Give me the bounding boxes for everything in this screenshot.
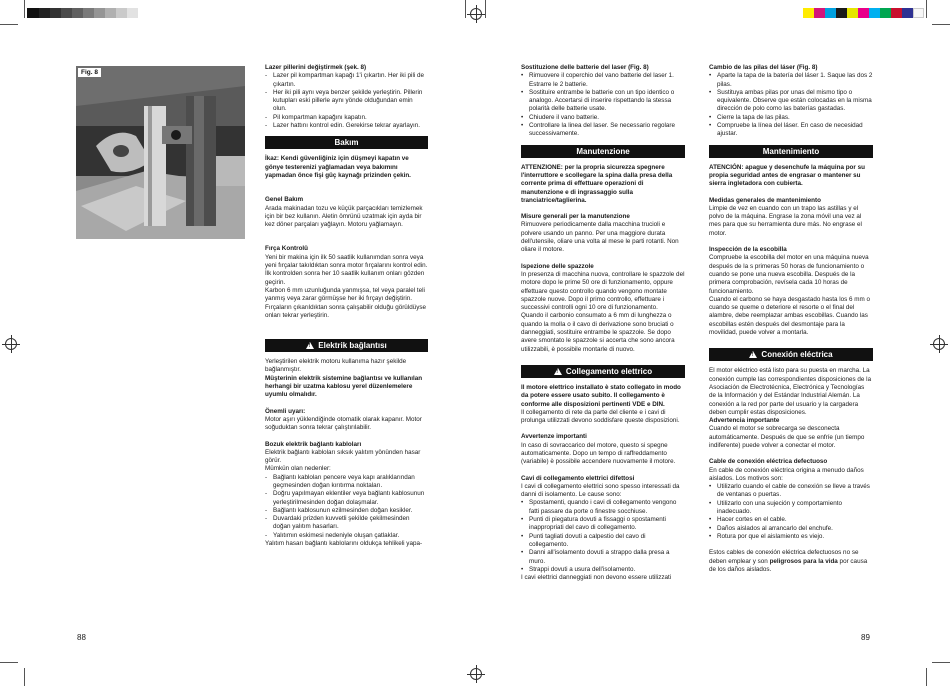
list-item: • Utilizarlo cuando el cable de conexión se lleve a través de ventanas o puertas. xyxy=(709,483,873,500)
crop-mark xyxy=(465,0,466,18)
general-text: Arada makinadan tozu ve küçük parçacıkları temizlemek için bir bez kullanın. Aletin ömrünü uzatmak için ayda bir kez döner parçaları yağlayın. Motoru yağlamayın. xyxy=(265,204,423,229)
laser-title: Lazer pillerini değiştirmek (şek. 8) xyxy=(265,64,367,71)
crop-mark xyxy=(932,24,950,25)
general-text: Limpie de vez en cuando con un trapo las astillas y el polvo de la máquina. Engrase la zona móvil una vez al mes para que su herramienta dure más. No engrase el motor. xyxy=(709,204,862,237)
cable-text: En cable de conexión eléctrica origina a menudo daños aislados. Los motivos son: xyxy=(709,466,864,482)
section-bar-electrical: !Elektrik bağlantısı xyxy=(265,339,428,352)
brush-text: Compruebe la escobilla del motor en una máquina nueva después de la s primeras 50 horas de funcionamiento o cuando se pone una nueva escobilla. Después de la primera comprobación, revísela cada 10 horas de funcionamiento. xyxy=(709,254,869,295)
list-item: • Danni all'isolamento dovuti a strappo dalla presa a muro. xyxy=(521,549,685,566)
section-bar-electrical: !Conexión eléctrica xyxy=(709,348,873,361)
list-item: - Bağlantı kablosunun ezilmesinden doğan kesikler. xyxy=(265,507,428,515)
list-item: • Sostituire entrambe le batterie con un tipo identico o analogo. Accertarsi di inserire rispettando la stessa polarità delle batterie usate. xyxy=(521,89,685,114)
cable-text-2: Mümkün olan nedenler: xyxy=(265,465,331,473)
note-title: Önemli uyarı: xyxy=(265,407,306,415)
list-item: • Punti di piegatura dovuti a fissaggi o spostamenti inappropriati del cavo di collegamento. xyxy=(521,516,685,533)
brush-text-2: Cuando el carbono se haya desgastado hasta los 6 mm o cuando se queme o deteriore el resorte o el final del alambre, debe reemplazar ambas escobillas. Cuando las escobillas estén después del desmontaje para la movilidad, puede volver a montarla. xyxy=(709,295,871,337)
general-title: Medidas generales de mantenimiento xyxy=(709,196,821,204)
crop-mark xyxy=(24,0,25,18)
elec-bold: Müşterinin elektrik sistemine bağlantısı ve kullanılan herhangi bir uzatma kablosu yerel düzenlemelere uyumlu olmalıdır. xyxy=(265,374,423,399)
color-swatch-strip xyxy=(803,8,925,18)
crop-mark xyxy=(926,668,927,686)
cable-tail: I cavi elettrici danneggiati non devono essere utilizzati xyxy=(521,574,672,582)
crop-mark xyxy=(926,0,927,18)
laser-title: Sostituzione delle batterie del laser (Fig. 8) xyxy=(521,64,649,71)
figure-8 xyxy=(76,66,245,239)
list-item: - Duvardaki prizden kuvvetli şekilde çekilmesinden doğan yalıtım hasarları. xyxy=(265,515,428,532)
page-number-right: 89 xyxy=(861,633,870,642)
column-spanish xyxy=(709,64,873,574)
laser-title: Cambio de las pilas del láser (Fig. 8) xyxy=(709,64,818,71)
note-text: Cuando el motor se sobrecarga se desconecta automáticamente. Después de que se enfríe (un tiempo indiferente) puede volver a conectar el motor. xyxy=(709,425,865,449)
list-item: • Controllare la linea del laser. Se necessario regolare successivamente. xyxy=(521,122,685,139)
page-number-left: 88 xyxy=(77,633,86,642)
section-bar-maintenance: Bakım xyxy=(265,136,428,149)
list-item: • Cierre la tapa de las pilas. xyxy=(709,114,873,122)
cable-list xyxy=(265,474,428,540)
warning-icon xyxy=(554,368,562,375)
general-text: Rimuovere periodicamente dalla macchina trucioli e polvere usando un panno. Per una maggiore durata dell'utensile, oliare una volta al mese le parti rotanti. Non oliare il motore. xyxy=(521,221,679,254)
general-title: Genel Bakım xyxy=(265,196,304,204)
list-item: - Bağlantı kabloları pencere veya kapı aralıklarından geçmesinden doğan kırıtırma noktaları. xyxy=(265,474,428,491)
list-item: • Utilizarlo con una sujeción y comportamiento inadecuado. xyxy=(709,500,873,517)
brush-title: Inspección de la escobilla xyxy=(709,246,787,254)
brush-title: Ispezione delle spazzole xyxy=(521,262,594,270)
cable-tail: Estos cables de conexión eléctrica defectuosos no se deben emplear y son peligrosos para la vida por causa de los daños aislados. xyxy=(709,549,868,573)
elec-text: El motor eléctrico está listo para su puesta en marcha. La conexión cumple las correspondientes disposiciones de la Asociación de Electrotécnica, Electrónica y Tecnologías de la Información y del Estándar Industrial Alemán. La conexión a la red por parte del usuario y la cargadera deben cumplir estas disposiciones. xyxy=(709,367,872,416)
elec-text: Yerleştirilen elektrik motoru kullanıma hazır şekilde bağlanmıştır. xyxy=(265,358,407,374)
registration-mark-bottom xyxy=(470,668,482,680)
cable-tail: Yalıtım hasarı bağlantı kablolarını oldukça tehlikeli yapa- xyxy=(265,540,423,548)
cable-title: Cavi di collegamento elettrici difettosi xyxy=(521,474,635,482)
column-italian xyxy=(521,64,685,582)
registration-mark-top xyxy=(470,8,482,20)
cable-text: Elektrik bağlantı kabloları sıksık yalıtım yönünden hasar görür. xyxy=(265,448,421,465)
crop-mark xyxy=(24,668,25,686)
section-bar-maintenance: Manutenzione xyxy=(521,145,685,158)
section-bar-electrical: !Collegamento elettrico xyxy=(521,365,685,378)
warning-text: ATENCIÓN: apague y desenchufe la máquina por su propia seguridad antes de engrasar o mantener su sierra ingletadora con cubierta. xyxy=(709,163,865,188)
elec-bold: Il motore elettrico installato è stato collegato in modo da potere essere usato subito. Il collegamento è conforme alle disposizioni pertinenti VDE e DIN. xyxy=(521,383,681,408)
brush-text-2: Karbon 6 mm uzunluğunda yanmışsa, tel veya paralel teli yanmış veya zarar görmüşse her iki fırçayı değiştirin. Fırçaların çıkarıldıktan sonra çalışabilir olduğu görüldüyse onları tekrar yerleştirin. xyxy=(265,286,426,319)
warning-text: ATTENZIONE: per la propria sicurezza spegnere l'interruttore e scollegare la spina dalla presa della corrente prima di effettuare operazioni di manutenzione e di ingrassaggio sulla tranciatrice/taglierina. xyxy=(521,163,673,204)
list-item: - Doğru yapılmayan eklentiler veya bağlantı kablosunun yerleştirilmesinden doğan dolaşmalar. xyxy=(265,490,428,507)
figure-label: Fig. 8 xyxy=(78,68,101,77)
list-item: - Lazer pil kompartman kapağı 1'i çıkartın. Her iki pili de çıkartın. xyxy=(265,72,428,89)
elec-text: Il collegamento di rete da parte del cliente e i cavi di prolunga utilizzati devono soddisfare queste disposizioni. xyxy=(521,408,680,425)
warning-icon xyxy=(749,351,757,358)
note-title: Avvertenze importanti xyxy=(521,433,587,441)
list-item: • Spostamenti, quando i cavi di collegamento vengono fatti passare da porte o finestre socchiuse. xyxy=(521,499,685,516)
list-item: - Pil kompartman kapağını kapatın. xyxy=(265,114,428,122)
section-bar-maintenance: Mantenimiento xyxy=(709,145,873,158)
list-item: - Her iki pili aynı veya benzer şekilde yerleştirin. Pillerin kutupları eski pillerle aynı yönde olduğundan emin olun. xyxy=(265,89,428,114)
list-item: • Strappi dovuti a usura dell'isolamento. xyxy=(521,566,685,574)
list-item: • Sustituya ambas pilas por unas del mismo tipo o equivalente. Observe que están colocadas en la misma dirección de polo como las baterías gastadas. xyxy=(709,89,873,114)
list-item: - Yalıtımın eskimesi nedeniyle oluşan çatlaklar. xyxy=(265,532,428,540)
crop-mark xyxy=(932,662,950,663)
note-title: Advertencia importante xyxy=(709,417,780,425)
cable-title: Bozuk elektrik bağlantı kabloları xyxy=(265,440,362,448)
cable-list xyxy=(521,499,685,574)
list-item: • Hacer cortes en el cable. xyxy=(709,516,873,524)
brush-text-2: Quando il carbonio consumato a 6 mm di lunghezza o quando la molla o il cavo di derivazione sono bruciati o danneggiati, sostituire entrambe le spazzole. Se dopo avere smontato le spazzole si accerta che sono ancora utilizzabili, è possibile montarle di nuovo. xyxy=(521,312,675,353)
warning-icon xyxy=(306,342,314,349)
crop-mark xyxy=(0,662,18,663)
list-item: • Daños aislados al arrancarlo del enchufe. xyxy=(709,525,873,533)
column-turkish xyxy=(265,64,428,548)
list-item: • Compruebe la línea del láser. En caso de necesidad ajustar. xyxy=(709,122,873,139)
laser-list xyxy=(709,72,873,138)
laser-list xyxy=(265,72,428,130)
machine-photo xyxy=(76,66,245,239)
list-item: • Rotura por que el aislamiento es viejo. xyxy=(709,533,873,541)
list-item: • Rimuovere il coperchio del vano batterie del laser 1. Estrarre le 2 batterie. xyxy=(521,72,685,89)
crop-mark xyxy=(485,0,486,18)
warning-text: İkaz: Kendi güvenliğiniz için düşmeyi kapatın ve gönye testerenizi yağlamadan veya bakımını yapmadan önce fişi güç kaynağı prizinden çekin. xyxy=(265,155,411,179)
general-title: Misure generali per la manutenzione xyxy=(521,213,630,221)
grayscale-strip xyxy=(27,8,145,18)
brush-title: Fırça Kontrolü xyxy=(265,245,309,253)
brush-text: In presenza di macchina nuova, controllare le spazzole del motore dopo le prime 50 ore di funzionamento, oppure effettuare questo controllo quando vengono montate spazzole nuove. Dopo il primo controllo, effettuare i successivi controlli ogni 10 ore di funzionamento. xyxy=(521,270,685,312)
registration-mark-right xyxy=(933,338,945,350)
note-text: In caso di sovraccarico del motore, questo si spegne automaticamente. Dopo un tempo di raffreddamento (variabile) è possibile accendere nuovamente il motore. xyxy=(521,441,676,466)
laser-list xyxy=(521,72,685,138)
list-item: • Chiudere il vano batterie. xyxy=(521,114,685,122)
list-item: • Aparte la tapa de la batería del láser 1. Saque las dos 2 pilas. xyxy=(709,72,873,89)
cable-list xyxy=(709,483,873,541)
registration-mark-left xyxy=(5,338,17,350)
list-item: • Punti tagliati dovuti a calpestio del cavo di collegamento. xyxy=(521,533,685,550)
brush-text: Yeni bir makina için ilk 50 saatlik kullanımdan sonra veya yeni fırçalar takıldıktan sonra motor fırçalarını kontrol edin. İlk kontrolden sonra her 10 saatlik kullanım onları gözden geçirin. xyxy=(265,253,428,286)
cable-title: Cable de conexión eléctrica defectuoso xyxy=(709,458,828,466)
cable-text: I cavi di collegamento elettrici sono spesso interessati da danni di isolamento. Le cause sono: xyxy=(521,482,680,499)
list-item: - Lazer hattını kontrol edin. Gerekirse tekrar ayarlayın. xyxy=(265,122,428,130)
crop-mark xyxy=(0,24,18,25)
note-text: Motor aşırı yüklendiğinde otomatik olarak kapanır. Motor soğuduktan sonra tekrar çalıştırılabilir. xyxy=(265,415,422,432)
